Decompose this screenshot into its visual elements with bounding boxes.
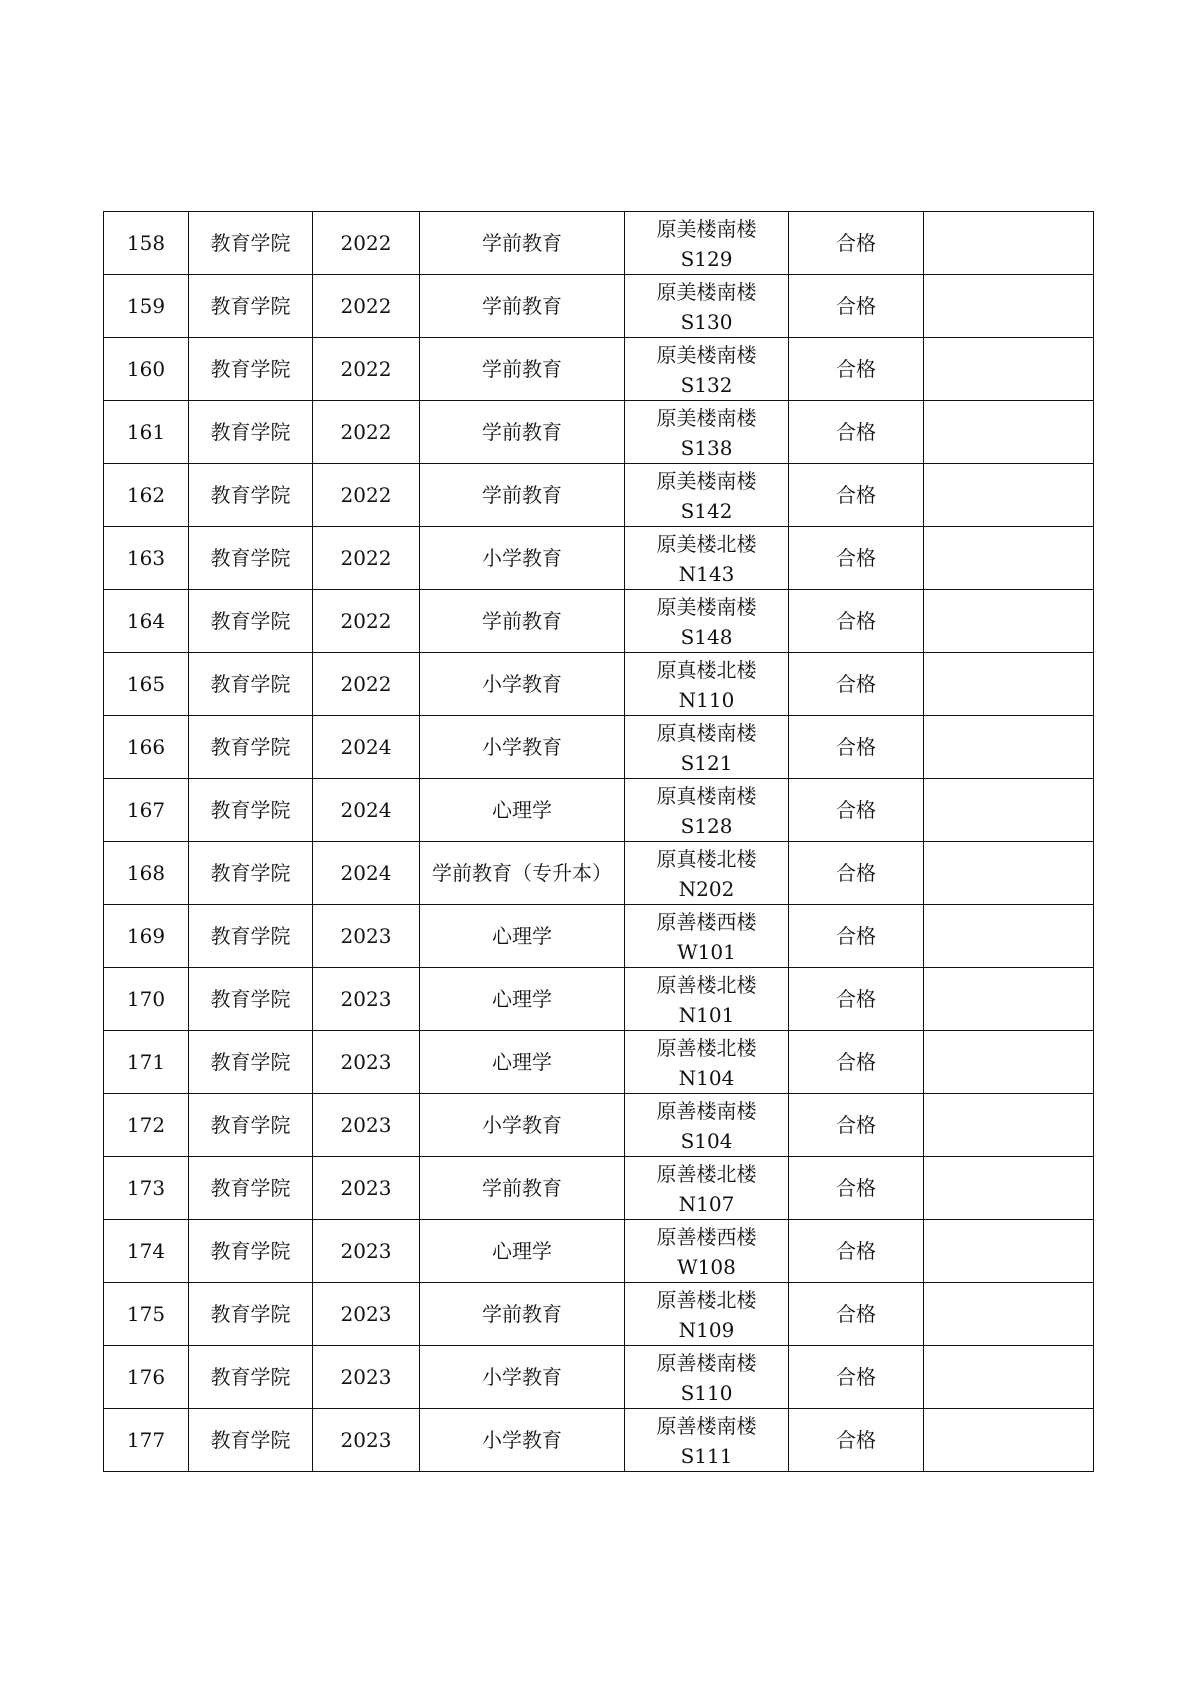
room-cell — [625, 338, 789, 401]
major-cell: 小学教育 — [420, 527, 625, 590]
room-number: W101 — [677, 940, 736, 964]
year-cell: 2023 — [313, 1157, 420, 1220]
room-number: S130 — [680, 310, 733, 334]
college-cell: 教育学院 — [189, 401, 313, 464]
room-cell — [625, 590, 789, 653]
room-number: S129 — [680, 247, 733, 271]
room-number: N104 — [678, 1066, 735, 1090]
room-cell — [625, 653, 789, 716]
result-cell: 合格 — [789, 1031, 924, 1094]
room-cell — [625, 1157, 789, 1220]
row-number-cell: 162 — [104, 464, 189, 527]
year-cell: 2024 — [313, 779, 420, 842]
dormitory-inspection-table — [103, 211, 1094, 1472]
building-name: 原美楼南楼 — [656, 217, 757, 241]
college-cell: 教育学院 — [189, 842, 313, 905]
college-cell: 教育学院 — [189, 1094, 313, 1157]
room-cell — [625, 275, 789, 338]
year-cell: 2022 — [313, 590, 420, 653]
college-cell: 教育学院 — [189, 1346, 313, 1409]
row-number-cell: 170 — [104, 968, 189, 1031]
building-name: 原真楼北楼 — [656, 847, 757, 871]
table-row — [104, 779, 1094, 842]
college-cell: 教育学院 — [189, 212, 313, 275]
year-cell: 2022 — [313, 401, 420, 464]
college-cell: 教育学院 — [189, 275, 313, 338]
building-name: 原美楼南楼 — [656, 595, 757, 619]
result-cell: 合格 — [789, 338, 924, 401]
building-name: 原善楼北楼 — [656, 1162, 757, 1186]
result-cell: 合格 — [789, 212, 924, 275]
room-number: S138 — [680, 436, 733, 460]
row-number-cell: 174 — [104, 1220, 189, 1283]
note-cell — [924, 1094, 1094, 1157]
room-number: W108 — [677, 1255, 736, 1279]
table-row — [104, 1094, 1094, 1157]
room-number: S104 — [680, 1129, 733, 1153]
building-name: 原善楼北楼 — [656, 973, 757, 997]
row-number-cell: 166 — [104, 716, 189, 779]
note-cell — [924, 779, 1094, 842]
table-row — [104, 527, 1094, 590]
note-cell — [924, 653, 1094, 716]
note-cell — [924, 464, 1094, 527]
result-cell: 合格 — [789, 968, 924, 1031]
room-cell — [625, 527, 789, 590]
table-row — [104, 401, 1094, 464]
row-number-cell: 165 — [104, 653, 189, 716]
college-cell: 教育学院 — [189, 338, 313, 401]
building-name: 原善楼南楼 — [656, 1099, 757, 1123]
major-cell: 心理学 — [420, 1031, 625, 1094]
room-number: N110 — [678, 688, 735, 712]
table-row — [104, 1346, 1094, 1409]
note-cell — [924, 1346, 1094, 1409]
note-cell — [924, 1220, 1094, 1283]
room-cell — [625, 1346, 789, 1409]
college-cell: 教育学院 — [189, 1157, 313, 1220]
room-cell — [625, 1283, 789, 1346]
result-cell: 合格 — [789, 1157, 924, 1220]
row-number-cell: 171 — [104, 1031, 189, 1094]
note-cell — [924, 1409, 1094, 1472]
major-cell: 小学教育 — [420, 1094, 625, 1157]
room-number: S142 — [680, 499, 733, 523]
row-number-cell: 160 — [104, 338, 189, 401]
major-cell: 学前教育 — [420, 1283, 625, 1346]
year-cell: 2022 — [313, 464, 420, 527]
table-row — [104, 1409, 1094, 1472]
room-cell — [625, 1094, 789, 1157]
row-number-cell: 173 — [104, 1157, 189, 1220]
table-row — [104, 464, 1094, 527]
room-cell — [625, 1031, 789, 1094]
note-cell — [924, 968, 1094, 1031]
major-cell: 学前教育 — [420, 590, 625, 653]
note-cell — [924, 716, 1094, 779]
major-cell: 学前教育（专升本） — [420, 842, 625, 905]
note-cell — [924, 1283, 1094, 1346]
building-name: 原善楼南楼 — [656, 1351, 757, 1375]
table-row — [104, 1283, 1094, 1346]
note-cell — [924, 842, 1094, 905]
result-cell: 合格 — [789, 1094, 924, 1157]
note-cell — [924, 338, 1094, 401]
college-cell: 教育学院 — [189, 464, 313, 527]
major-cell: 学前教育 — [420, 212, 625, 275]
major-cell: 学前教育 — [420, 401, 625, 464]
row-number-cell: 175 — [104, 1283, 189, 1346]
year-cell: 2023 — [313, 1409, 420, 1472]
table-row — [104, 842, 1094, 905]
building-name: 原美楼南楼 — [656, 343, 757, 367]
room-number: N202 — [678, 877, 735, 901]
note-cell — [924, 590, 1094, 653]
major-cell: 小学教育 — [420, 1409, 625, 1472]
major-cell: 小学教育 — [420, 653, 625, 716]
building-name: 原善楼西楼 — [656, 910, 757, 934]
room-number: S132 — [680, 373, 733, 397]
table-row — [104, 1157, 1094, 1220]
major-cell: 心理学 — [420, 905, 625, 968]
building-name: 原真楼北楼 — [656, 658, 757, 682]
room-cell — [625, 1409, 789, 1472]
college-cell: 教育学院 — [189, 1283, 313, 1346]
building-name: 原善楼南楼 — [656, 1414, 757, 1438]
result-cell: 合格 — [789, 779, 924, 842]
room-number: N143 — [678, 562, 735, 586]
year-cell: 2023 — [313, 968, 420, 1031]
row-number-cell: 167 — [104, 779, 189, 842]
year-cell: 2023 — [313, 905, 420, 968]
result-cell: 合格 — [789, 527, 924, 590]
row-number-cell: 161 — [104, 401, 189, 464]
result-cell: 合格 — [789, 716, 924, 779]
college-cell: 教育学院 — [189, 905, 313, 968]
room-number: S148 — [680, 625, 733, 649]
row-number-cell: 159 — [104, 275, 189, 338]
room-cell — [625, 212, 789, 275]
result-cell: 合格 — [789, 401, 924, 464]
major-cell: 心理学 — [420, 779, 625, 842]
year-cell: 2024 — [313, 842, 420, 905]
room-number: N107 — [678, 1192, 735, 1216]
major-cell: 学前教育 — [420, 275, 625, 338]
room-number: N101 — [678, 1003, 735, 1027]
year-cell: 2023 — [313, 1031, 420, 1094]
table-row — [104, 338, 1094, 401]
building-name: 原善楼西楼 — [656, 1225, 757, 1249]
row-number-cell: 168 — [104, 842, 189, 905]
year-cell: 2023 — [313, 1283, 420, 1346]
note-cell — [924, 212, 1094, 275]
room-number: S110 — [680, 1381, 733, 1405]
result-cell: 合格 — [789, 842, 924, 905]
row-number-cell: 172 — [104, 1094, 189, 1157]
college-cell: 教育学院 — [189, 779, 313, 842]
result-cell: 合格 — [789, 1220, 924, 1283]
building-name: 原美楼南楼 — [656, 280, 757, 304]
year-cell: 2022 — [313, 338, 420, 401]
year-cell: 2022 — [313, 527, 420, 590]
college-cell: 教育学院 — [189, 716, 313, 779]
result-cell: 合格 — [789, 1409, 924, 1472]
note-cell — [924, 275, 1094, 338]
table-row — [104, 1031, 1094, 1094]
table-row — [104, 716, 1094, 779]
row-number-cell: 169 — [104, 905, 189, 968]
table-row — [104, 905, 1094, 968]
room-number: S121 — [680, 751, 733, 775]
major-cell: 学前教育 — [420, 1157, 625, 1220]
building-name: 原美楼南楼 — [656, 469, 757, 493]
year-cell: 2023 — [313, 1094, 420, 1157]
table-row — [104, 275, 1094, 338]
building-name: 原真楼南楼 — [656, 784, 757, 808]
room-cell — [625, 1220, 789, 1283]
college-cell: 教育学院 — [189, 527, 313, 590]
row-number-cell: 164 — [104, 590, 189, 653]
room-cell — [625, 968, 789, 1031]
row-number-cell: 158 — [104, 212, 189, 275]
room-number: S128 — [680, 814, 733, 838]
college-cell: 教育学院 — [189, 1409, 313, 1472]
college-cell: 教育学院 — [189, 968, 313, 1031]
college-cell: 教育学院 — [189, 590, 313, 653]
table-row — [104, 590, 1094, 653]
year-cell: 2023 — [313, 1346, 420, 1409]
room-cell — [625, 716, 789, 779]
result-cell: 合格 — [789, 1283, 924, 1346]
result-cell: 合格 — [789, 275, 924, 338]
year-cell: 2024 — [313, 716, 420, 779]
building-name: 原善楼北楼 — [656, 1288, 757, 1312]
note-cell — [924, 401, 1094, 464]
year-cell: 2022 — [313, 275, 420, 338]
year-cell: 2023 — [313, 1220, 420, 1283]
room-cell — [625, 905, 789, 968]
table-row — [104, 968, 1094, 1031]
room-cell — [625, 842, 789, 905]
row-number-cell: 176 — [104, 1346, 189, 1409]
result-cell: 合格 — [789, 1346, 924, 1409]
row-number-cell: 177 — [104, 1409, 189, 1472]
major-cell: 学前教育 — [420, 464, 625, 527]
note-cell — [924, 905, 1094, 968]
room-number: N109 — [678, 1318, 735, 1342]
major-cell: 心理学 — [420, 968, 625, 1031]
table-body — [104, 212, 1094, 1472]
note-cell — [924, 527, 1094, 590]
major-cell: 心理学 — [420, 1220, 625, 1283]
room-cell — [625, 779, 789, 842]
building-name: 原真楼南楼 — [656, 721, 757, 745]
room-cell — [625, 401, 789, 464]
result-cell: 合格 — [789, 464, 924, 527]
year-cell: 2022 — [313, 653, 420, 716]
table-row — [104, 653, 1094, 716]
room-number: S111 — [680, 1444, 733, 1468]
building-name: 原美楼南楼 — [656, 406, 757, 430]
year-cell: 2022 — [313, 212, 420, 275]
note-cell — [924, 1031, 1094, 1094]
row-number-cell: 163 — [104, 527, 189, 590]
room-cell — [625, 464, 789, 527]
result-cell: 合格 — [789, 590, 924, 653]
table-row — [104, 1220, 1094, 1283]
college-cell: 教育学院 — [189, 1220, 313, 1283]
note-cell — [924, 1157, 1094, 1220]
major-cell: 小学教育 — [420, 716, 625, 779]
major-cell: 小学教育 — [420, 1346, 625, 1409]
building-name: 原美楼北楼 — [656, 532, 757, 556]
result-cell: 合格 — [789, 905, 924, 968]
table-row — [104, 212, 1094, 275]
college-cell: 教育学院 — [189, 653, 313, 716]
college-cell: 教育学院 — [189, 1031, 313, 1094]
building-name: 原善楼北楼 — [656, 1036, 757, 1060]
major-cell: 学前教育 — [420, 338, 625, 401]
result-cell: 合格 — [789, 653, 924, 716]
